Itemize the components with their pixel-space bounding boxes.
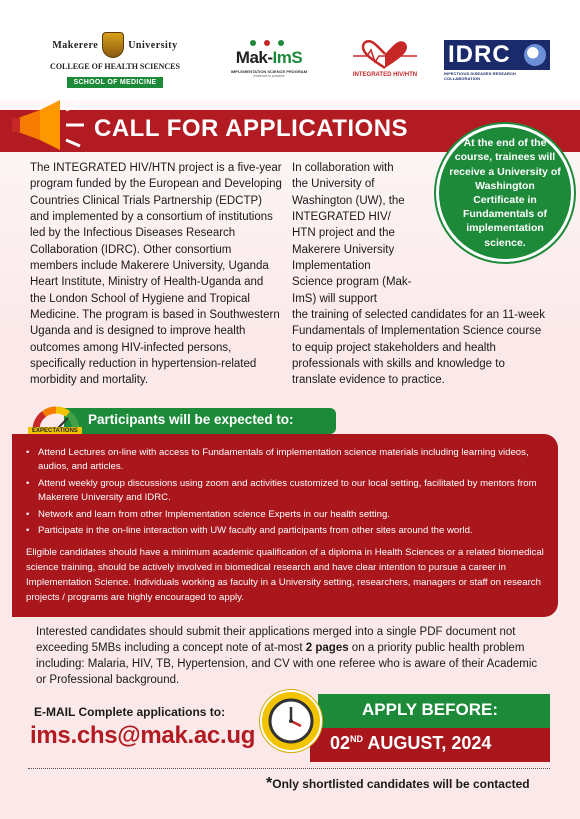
submission-paragraph: Interested candidates should submit their applications merged into a single PDF document not exceeding 5MBs including a concept note of at-most 2 pages on a priority public health problem including: Malaria, HIV, TB, Hypertension, and CV with one referee who is aware of their Academic or Professional background. bbox=[36, 626, 538, 687]
idrc-subtitle: INFECTIOUS DISEASES RESEARCH COLLABORATION bbox=[444, 71, 516, 81]
hiv-htn-label: INTEGRATED HIV/HTN bbox=[352, 72, 418, 78]
intro-right-lead: In collaboration with the University of Washington (UW), the INTEGRATED HIV/ HTN project and the Makerere University Implementation Science program (Mak-ImS) will support bbox=[292, 162, 412, 305]
expectations-list bbox=[26, 446, 548, 540]
dotted-divider bbox=[28, 768, 550, 769]
list-item: • Network and learn from other Implementation science Experts in our health setting. bbox=[26, 508, 548, 522]
deadline-date: 02ND AUGUST, 2024 bbox=[330, 733, 492, 753]
email-label: E-MAIL Complete applications to: bbox=[34, 705, 226, 719]
integrated-hiv-htn-logo bbox=[345, 40, 425, 78]
heart-ribbon-icon bbox=[353, 40, 417, 70]
idrc-logo bbox=[444, 40, 550, 81]
makims-tagline: evidence to practice bbox=[253, 74, 285, 78]
shortlist-note: *Only shortlisted candidates will be contacted bbox=[266, 775, 530, 792]
page-limit: 2 pages bbox=[305, 642, 349, 655]
megaphone-icon bbox=[10, 96, 86, 152]
intro-right-paragraph bbox=[292, 160, 550, 389]
list-item: • Attend weekly group discussions using zoom and activities customized to our local setting, facilitated by mentors from Makerere University and IDRC. bbox=[26, 477, 548, 506]
list-item: • Attend Lectures on-line with access to Fundamentals of implementation science materials including learning videos, audios, and articles. bbox=[26, 446, 548, 475]
apply-before-title: APPLY BEFORE: bbox=[362, 700, 499, 719]
makims-subtitle: IMPLEMENTATION SCIENCE PROGRAM bbox=[230, 69, 308, 74]
clock-badge bbox=[260, 690, 322, 752]
school-badge: SCHOOL OF MEDICINE bbox=[67, 77, 162, 88]
call-for-applications-title: CALL FOR APPLICATIONS bbox=[94, 115, 409, 142]
idrc-title: IDRC bbox=[448, 41, 511, 68]
college-name: COLLEGE OF HEALTH SCIENCES bbox=[50, 62, 180, 71]
eligibility-paragraph: Eligible candidates should have a minimum academic qualification of a diploma in Health Sciences or a related biomedical science training, should be actively involved in biomedical research and have clear intention to pursue a career in Implementation Science. Individuals working as faculty in a University setting, researchers, managers or staff on research projects / programs are highly encouraged to apply. bbox=[26, 547, 544, 603]
logo-header bbox=[0, 0, 580, 100]
email-address[interactable]: ims.chs@mak.ac.ug bbox=[30, 722, 256, 749]
participants-title: Participants will be expected to: bbox=[88, 412, 294, 427]
makims-dots-icon bbox=[228, 38, 310, 48]
clock-icon bbox=[268, 698, 314, 744]
expectations-label: EXPECTATIONS bbox=[28, 427, 82, 435]
globe-icon bbox=[524, 44, 546, 66]
university-word: University bbox=[128, 39, 178, 51]
makerere-word: Makerere bbox=[52, 39, 99, 51]
certificate-text: At the end of the course, trainees will receive a University of Washington Certificate in Fundamentals of implementation science. bbox=[449, 137, 561, 249]
intro-left-paragraph: The INTEGRATED HIV/HTN project is a five-year program funded by the European and Developing Countries Clinical Trials Partnership (EDCTP) and implemented by a consortium of institutions led by the Infectious Diseases Research Collaboration (IDRC). Other consortium members include Makerere University, Uganda Heart Institute, Ministry of Health-Uganda and the London School of Hygiene and Tropical Medicine. The program is based in Southwestern Uganda and is designed to improve health outcomes among HIV-infected persons, specifically reduction in hypertension-related morbidity and mortality. bbox=[30, 162, 282, 387]
makims-logo bbox=[228, 38, 310, 78]
intro-right-rest: the training of selected candidates for an 11-week Fundamentals of Implementation Science course to equip project stakeholders and health professionals with skills and knowledge to translate evidence to practice. bbox=[292, 308, 545, 387]
makerere-logo bbox=[40, 32, 190, 89]
idrc-box bbox=[444, 40, 550, 70]
list-item: • Participate in the on-line interaction with UW faculty and participants from other sites around the world. bbox=[26, 524, 548, 538]
makims-title: Mak-ImS bbox=[235, 48, 303, 67]
makerere-crest-icon bbox=[102, 32, 124, 58]
